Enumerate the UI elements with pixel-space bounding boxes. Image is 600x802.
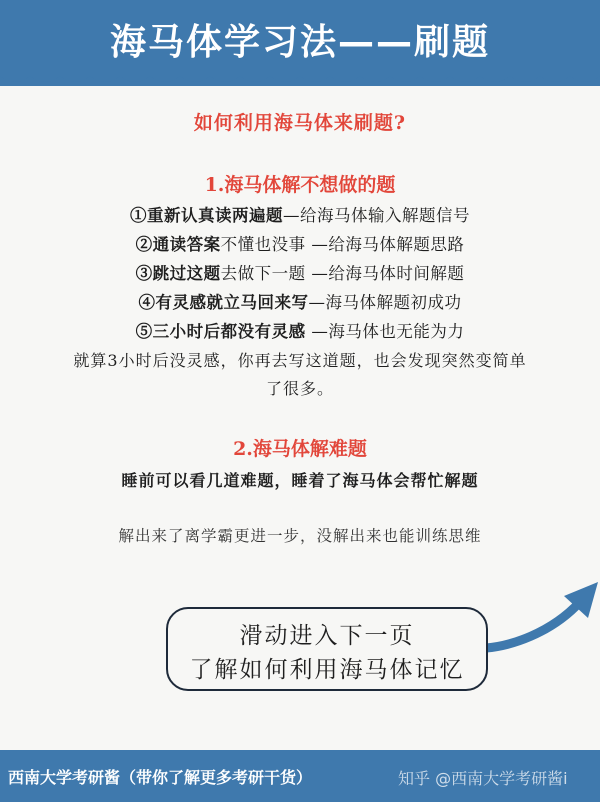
- wave-edge: [0, 66, 600, 96]
- section2-title: 2.海马体解难题: [233, 438, 367, 460]
- list-item: [0, 202, 600, 226]
- item-rest: —给海马体输入解题信号: [283, 206, 470, 225]
- swipe-arrow-icon: [480, 574, 600, 654]
- item-bold: ①重新认真读两遍题: [130, 206, 283, 225]
- paragraph-line: 就算3小时后没灵感，你再去写这道题，也会发现突然变简单: [73, 351, 527, 370]
- list-item: [0, 289, 600, 313]
- list-item: [0, 318, 600, 342]
- watermark: 知乎 @西南大学考研酱i: [398, 769, 568, 788]
- list-item: [0, 260, 600, 284]
- page-title: 海马体学习法——刷题: [109, 22, 490, 63]
- item-rest: 去做下一题 —给海马体时间解题: [220, 264, 465, 283]
- callout-line2: 了解如何利用海马体记忆: [189, 657, 465, 683]
- footer-text: 西南大学考研酱（带你了解更多考研干货）: [8, 768, 313, 787]
- paragraph-line: 了很多。: [265, 379, 334, 398]
- item-rest: 不懂也没事 —给海马体解题思路: [220, 235, 465, 254]
- section2-subline: 解出来了离学霸更进一步，没解出来也能训练思维: [118, 527, 482, 545]
- callout-line1: 滑动进入下一页: [239, 623, 415, 649]
- item-bold: ⑤三小时后都没有灵感: [135, 322, 306, 341]
- item-rest: —海马体解题初成功: [308, 293, 462, 312]
- item-bold: ③跳过这题: [135, 264, 221, 283]
- item-rest: —海马体也无能为力: [305, 322, 465, 341]
- section2-line: 睡前可以看几道难题，睡着了海马体会帮忙解题: [121, 471, 479, 490]
- section1-title: 1.海马体解不想做的题: [204, 174, 396, 196]
- item-bold: ②通读答案: [135, 235, 221, 254]
- footer-bar: [0, 750, 600, 802]
- header-banner: [0, 0, 600, 86]
- list-item: [0, 231, 600, 255]
- next-page-callout[interactable]: [166, 607, 488, 691]
- item-bold: ④有灵感就立马回来写: [138, 293, 309, 312]
- question-heading: 如何利用海马体来刷题?: [193, 112, 407, 134]
